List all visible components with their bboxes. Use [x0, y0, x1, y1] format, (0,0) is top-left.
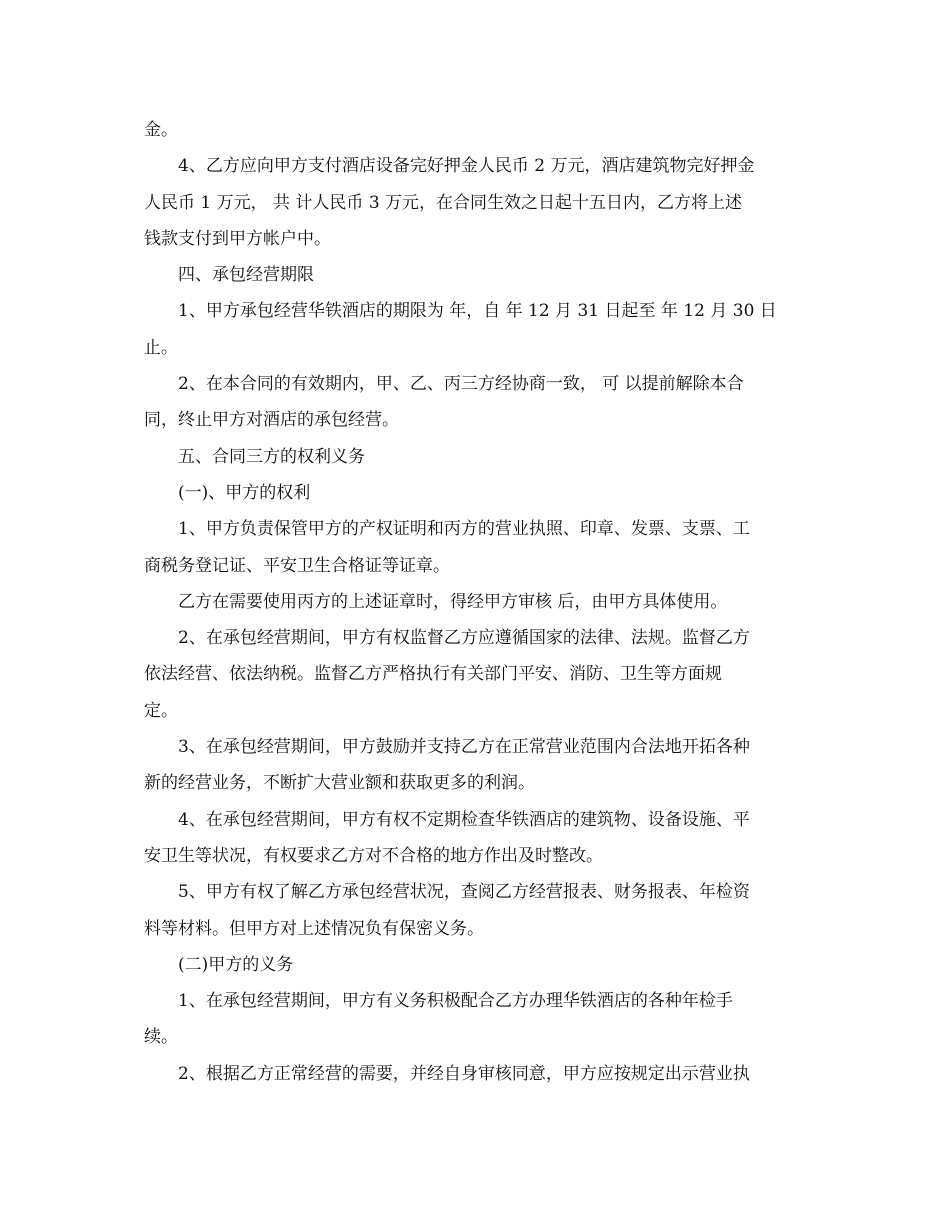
section-heading: 四、承包经营期限 [178, 265, 314, 286]
document-body [144, 112, 804, 1092]
text-line: 2、根据乙方正常经营的需要，并经自身审核同意，甲方应按规定出示营业执 [178, 1063, 750, 1084]
text-line: 商税务登记证、平安卫生合格证等证章。 [144, 555, 450, 576]
text-line: 1、在承包经营期间，甲方有义务积极配合乙方办理华铁酒店的各种年检手 [178, 991, 733, 1012]
text-line: 同，终止甲方对酒店的承包经营。 [144, 410, 399, 431]
text-line: 人民币 1 万元， 共 计人民币 3 万元，在合同生效之日起十五日内，乙方将上述 [144, 192, 743, 213]
text-line: 1、甲方承包经营华铁酒店的期限为 年，自 年 12 月 31 日起至 年 12 月 30 日 [178, 301, 777, 322]
subsection-heading: (二)甲方的义务 [178, 954, 294, 975]
text-line: 2、在本合同的有效期内，甲、乙、丙三方经协商一致， 可 以提前解除本合 [178, 374, 744, 395]
text-line: 乙方在需要使用丙方的上述证章时，得经甲方审核 后，由甲方具体使用。 [178, 591, 728, 612]
text-line: 钱款支付到甲方帐户中。 [144, 228, 331, 249]
text-line: 料等材料。但甲方对上述情况负有保密义务。 [144, 918, 484, 939]
text-line: 金。 [144, 120, 178, 140]
section-heading: 五、合同三方的权利义务 [178, 446, 365, 467]
text-line: 定。 [144, 700, 178, 721]
text-line: 续。 [144, 1027, 178, 1048]
text-line: 安卫生等状况，有权要求乙方对不合格的地方作出及时整改。 [144, 845, 603, 866]
text-line: 新的经营业务，不断扩大营业额和获取更多的利润。 [144, 773, 535, 794]
text-line: 4、乙方应向甲方支付酒店设备完好押金人民币 2 万元，酒店建筑物完好押金 [178, 156, 755, 177]
text-line: 止。 [144, 337, 178, 358]
text-line: 3、在承包经营期间，甲方鼓励并支持乙方在正常营业范围内合法地开拓各种 [178, 737, 750, 758]
text-line: 1、甲方负责保管甲方的产权证明和丙方的营业执照、印章、发票、支票、工 [178, 519, 750, 540]
text-line: 4、在承包经营期间，甲方有权不定期检查华铁酒店的建筑物、设备设施、平 [178, 809, 750, 830]
text-line: 2、在承包经营期间，甲方有权监督乙方应遵循国家的法律、法规。监督乙方 [178, 628, 750, 649]
text-line: 依法经营、依法纳税。监督乙方严格执行有关部门平安、消防、卫生等方面规 [144, 664, 722, 685]
subsection-heading: (一)、甲方的权利 [178, 482, 311, 503]
text-line: 5、甲方有权了解乙方承包经营状况，查阅乙方经营报表、财务报表、年检资 [178, 882, 750, 903]
